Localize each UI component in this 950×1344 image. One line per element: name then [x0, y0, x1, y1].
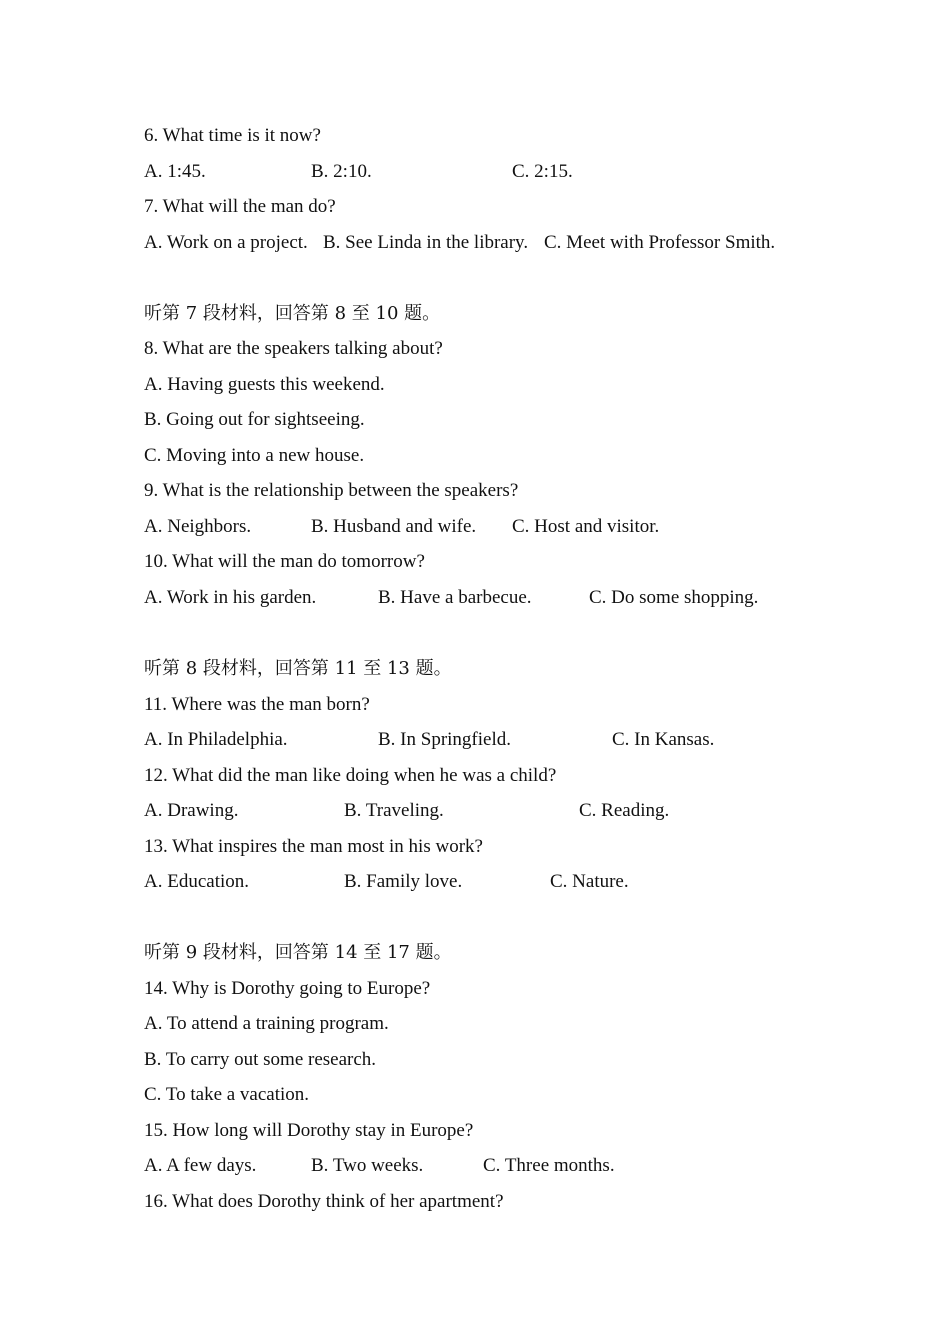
- q6-option-c: C. 2:15.: [512, 161, 573, 182]
- q8-option-c: C. Moving into a new house.: [144, 445, 365, 466]
- question-15: 15. How long will Dorothy stay in Europe?: [144, 1120, 474, 1141]
- section-9-instruction: 听第 9 段材料，回答第 14 至 17 题。: [144, 942, 452, 963]
- question-14: 14. Why is Dorothy going to Europe?: [144, 978, 431, 999]
- q12-option-c: C. Reading.: [579, 800, 670, 821]
- q7-option-c: C. Meet with Professor Smith.: [544, 232, 776, 253]
- q13-option-a: A. Education.: [144, 871, 250, 892]
- q15-option-b: B. Two weeks.: [311, 1155, 424, 1176]
- section-8-instruction: 听第 8 段材料，回答第 11 至 13 题。: [144, 658, 452, 679]
- q7-option-b: B. See Linda in the library.: [323, 232, 529, 253]
- q14-option-a: A. To attend a training program.: [144, 1013, 389, 1034]
- q14-option-b: B. To carry out some research.: [144, 1049, 377, 1070]
- q12-option-b: B. Traveling.: [344, 800, 444, 821]
- question-12: 12. What did the man like doing when he was a child?: [144, 765, 557, 786]
- q10-option-c: C. Do some shopping.: [589, 587, 759, 608]
- q8-option-a: A. Having guests this weekend.: [144, 374, 385, 395]
- question-11: 11. Where was the man born?: [144, 694, 370, 715]
- question-8: 8. What are the speakers talking about?: [144, 338, 443, 359]
- section-7-instruction: 听第 7 段材料，回答第 8 至 10 题。: [144, 303, 441, 324]
- q9-option-c: C. Host and visitor.: [512, 516, 660, 537]
- q9-option-b: B. Husband and wife.: [311, 516, 477, 537]
- q10-option-b: B. Have a barbecue.: [378, 587, 532, 608]
- q8-option-b: B. Going out for sightseeing.: [144, 409, 365, 430]
- q7-option-a: A. Work on a project.: [144, 232, 308, 253]
- q14-option-c: C. To take a vacation.: [144, 1084, 310, 1105]
- question-6: 6. What time is it now?: [144, 125, 321, 146]
- q10-option-a: A. Work in his garden.: [144, 587, 317, 608]
- question-10: 10. What will the man do tomorrow?: [144, 551, 425, 572]
- q12-option-a: A. Drawing.: [144, 800, 239, 821]
- q11-option-a: A. In Philadelphia.: [144, 729, 288, 750]
- q11-option-b: B. In Springfield.: [378, 729, 511, 750]
- q11-option-c: C. In Kansas.: [612, 729, 715, 750]
- q6-option-b: B. 2:10.: [311, 161, 372, 182]
- q6-option-a: A. 1:45.: [144, 161, 206, 182]
- question-7: 7. What will the man do?: [144, 196, 336, 217]
- q15-option-c: C. Three months.: [483, 1155, 615, 1176]
- q15-option-a: A. A few days.: [144, 1155, 257, 1176]
- q9-option-a: A. Neighbors.: [144, 516, 252, 537]
- question-9: 9. What is the relationship between the speakers?: [144, 480, 519, 501]
- q13-option-b: B. Family love.: [344, 871, 463, 892]
- q13-option-c: C. Nature.: [550, 871, 629, 892]
- question-13: 13. What inspires the man most in his work?: [144, 836, 483, 857]
- question-16: 16. What does Dorothy think of her apartment?: [144, 1191, 504, 1212]
